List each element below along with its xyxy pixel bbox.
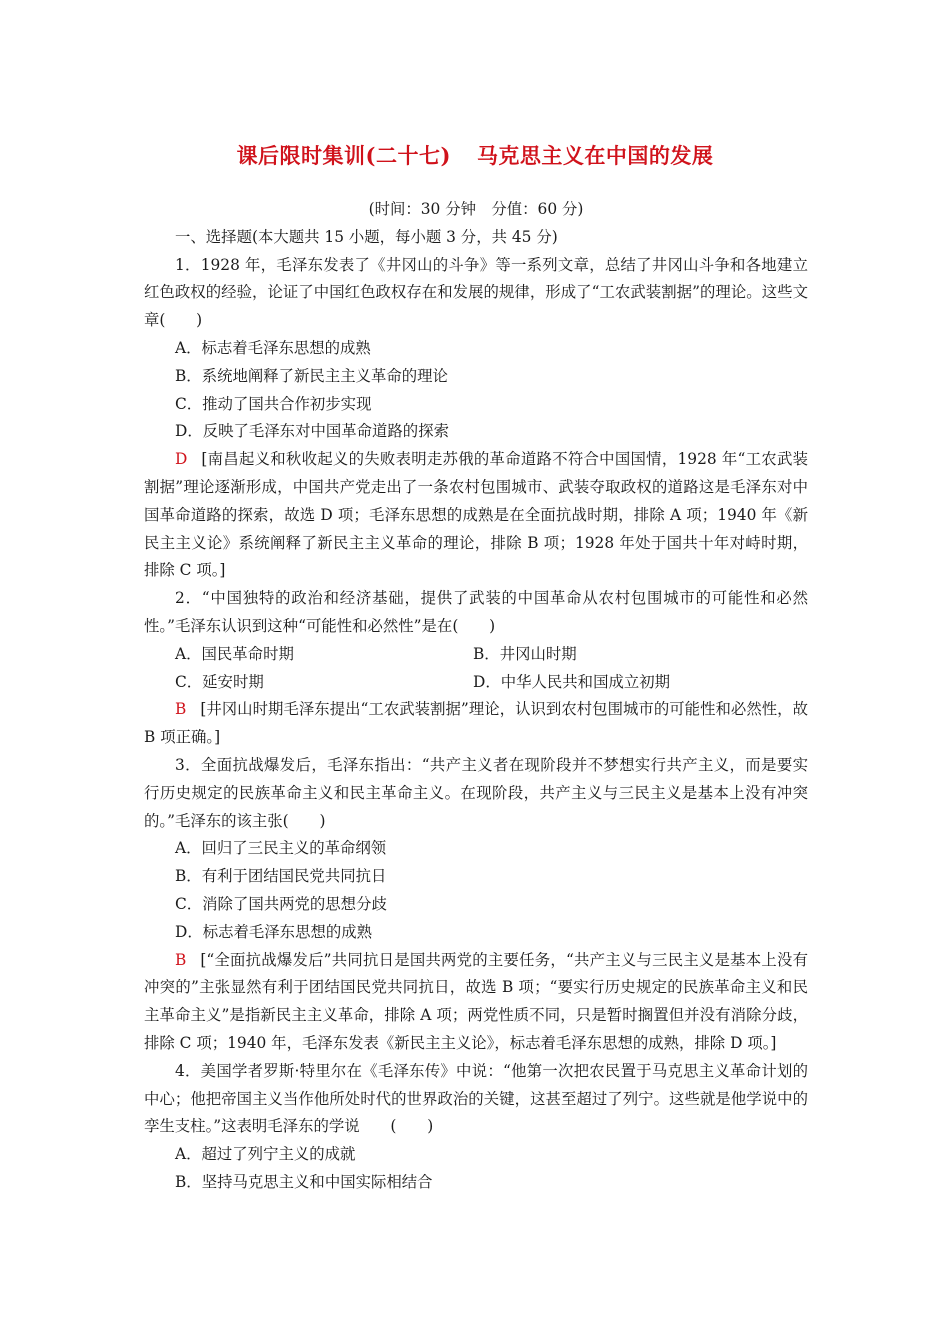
- question-2-option-c: C．延安时期: [175, 672, 264, 691]
- answer-letter: B: [175, 950, 187, 969]
- question-4-option-b: B．坚持马克思主义和中国实际相结合: [175, 1172, 433, 1191]
- answer-letter: D: [175, 450, 188, 469]
- question-2-stem: 2．“中国独特的政治和经济基础，提供了武装的中国革命从农村包围城市的可能性和必然性。”毛泽东认识到这种“可能性和必然性”是在( ): [144, 589, 808, 635]
- question-2-answer: [144, 696, 808, 752]
- answer-explanation: [“全面抗战爆发后”共同抗日是国共两党的主要任务，“共产主义与三民主义是基本上没有冲突的”主张显然有利于团结国民党共同抗日，故选 B 项；“要实行历史规定的民族革命主义和民主革命主义”是指新民主主义革命，排除 A 项；两党性质不同，只是暂时搁置但并没有消除分歧，排除 C 项；1940 年，毛泽东发表《新民主主义论》，标志着毛泽东思想的成熟，排除 D 项。]: [144, 950, 808, 1052]
- answer-letter: B: [175, 700, 187, 719]
- question-2-options-row-2: [144, 669, 808, 697]
- question-3-option-d: D．标志着毛泽东思想的成熟: [175, 922, 373, 941]
- question-2-option-d: D．中华人民共和国成立初期: [473, 672, 671, 691]
- section-heading: 一、选择题(本大题共 15 小题，每小题 3 分，共 45 分): [175, 227, 558, 246]
- answer-explanation: [南昌起义和秋收起义的失败表明走苏俄的革命道路不符合中国国情，1928 年“工农武装割据”理论逐渐形成，中国共产党走出了一条农村包围城市、武装夺取政权的道路这是毛泽东对中国革命道路的探索，故选 D 项；毛泽东思想的成熟是在全面抗战时期，排除 A 项；1940 年《新民主主义论》系统阐释了新民主主义革命的理论，排除 B 项；1928 年处于国共十年对峙时期，排除 C 项。]: [144, 450, 808, 580]
- answer-explanation: [井冈山时期毛泽东提出“工农武装割据”理论，认识到农村包围城市的可能性和必然性，故 B 项正确。]: [144, 700, 808, 747]
- question-3-stem: 3．全面抗战爆发后，毛泽东指出：“共产主义者在现阶段并不梦想实行共产主义，而是要实行历史规定的民族革命主义和民主革命主义。在现阶段，共产主义与三民主义是基本上没有冲突的。”毛泽东的该主张( ): [144, 755, 808, 830]
- question-1-option-b: B．系统地阐释了新民主主义革命的理论: [175, 366, 448, 385]
- question-4-stem: 4．美国学者罗斯·特里尔在《毛泽东传》中说：“他第一次把农民置于马克思主义革命计划的中心；他把帝国主义当作他所处时代的世界政治的关键，这甚至超过了列宁。这些就是他学说中的孪生支柱。”这表明毛泽东的学说 ( ): [144, 1061, 808, 1136]
- question-1-option-c: C．推动了国共合作初步实现: [175, 394, 372, 413]
- question-3-option-a: A．回归了三民主义的革命纲领: [175, 839, 387, 858]
- question-3-answer: [144, 947, 808, 1058]
- document-body: [144, 196, 808, 1197]
- question-1-option-d: D．反映了毛泽东对中国革命道路的探索: [175, 422, 449, 441]
- question-2-option-b: B．井冈山时期: [473, 644, 577, 663]
- question-3-option-b: B．有利于团结国民党共同抗日: [175, 867, 387, 886]
- question-2-options-row-1: [144, 641, 808, 669]
- question-1-stem: 1．1928 年，毛泽东发表了《井冈山的斗争》等一系列文章，总结了井冈山斗争和各地建立红色政权的经验，论证了中国红色政权存在和发展的规律，形成了“工农武装割据”的理论。这些文章( ): [144, 255, 808, 330]
- question-2-option-a: A．国民革命时期: [175, 644, 294, 663]
- question-3-option-c: C．消除了国共两党的思想分歧: [175, 894, 387, 913]
- question-1-option-a: A．标志着毛泽东思想的成熟: [175, 338, 371, 357]
- title-main: 课后限时集训(二十七): [236, 143, 451, 168]
- title-sub: 马克思主义在中国的发展: [476, 143, 714, 168]
- question-1-answer: [144, 446, 808, 585]
- time-score-info: (时间：30 分钟 分值：60 分): [368, 200, 584, 218]
- page-title: [0, 140, 950, 170]
- question-4-option-a: A．超过了列宁主义的成就: [175, 1145, 356, 1164]
